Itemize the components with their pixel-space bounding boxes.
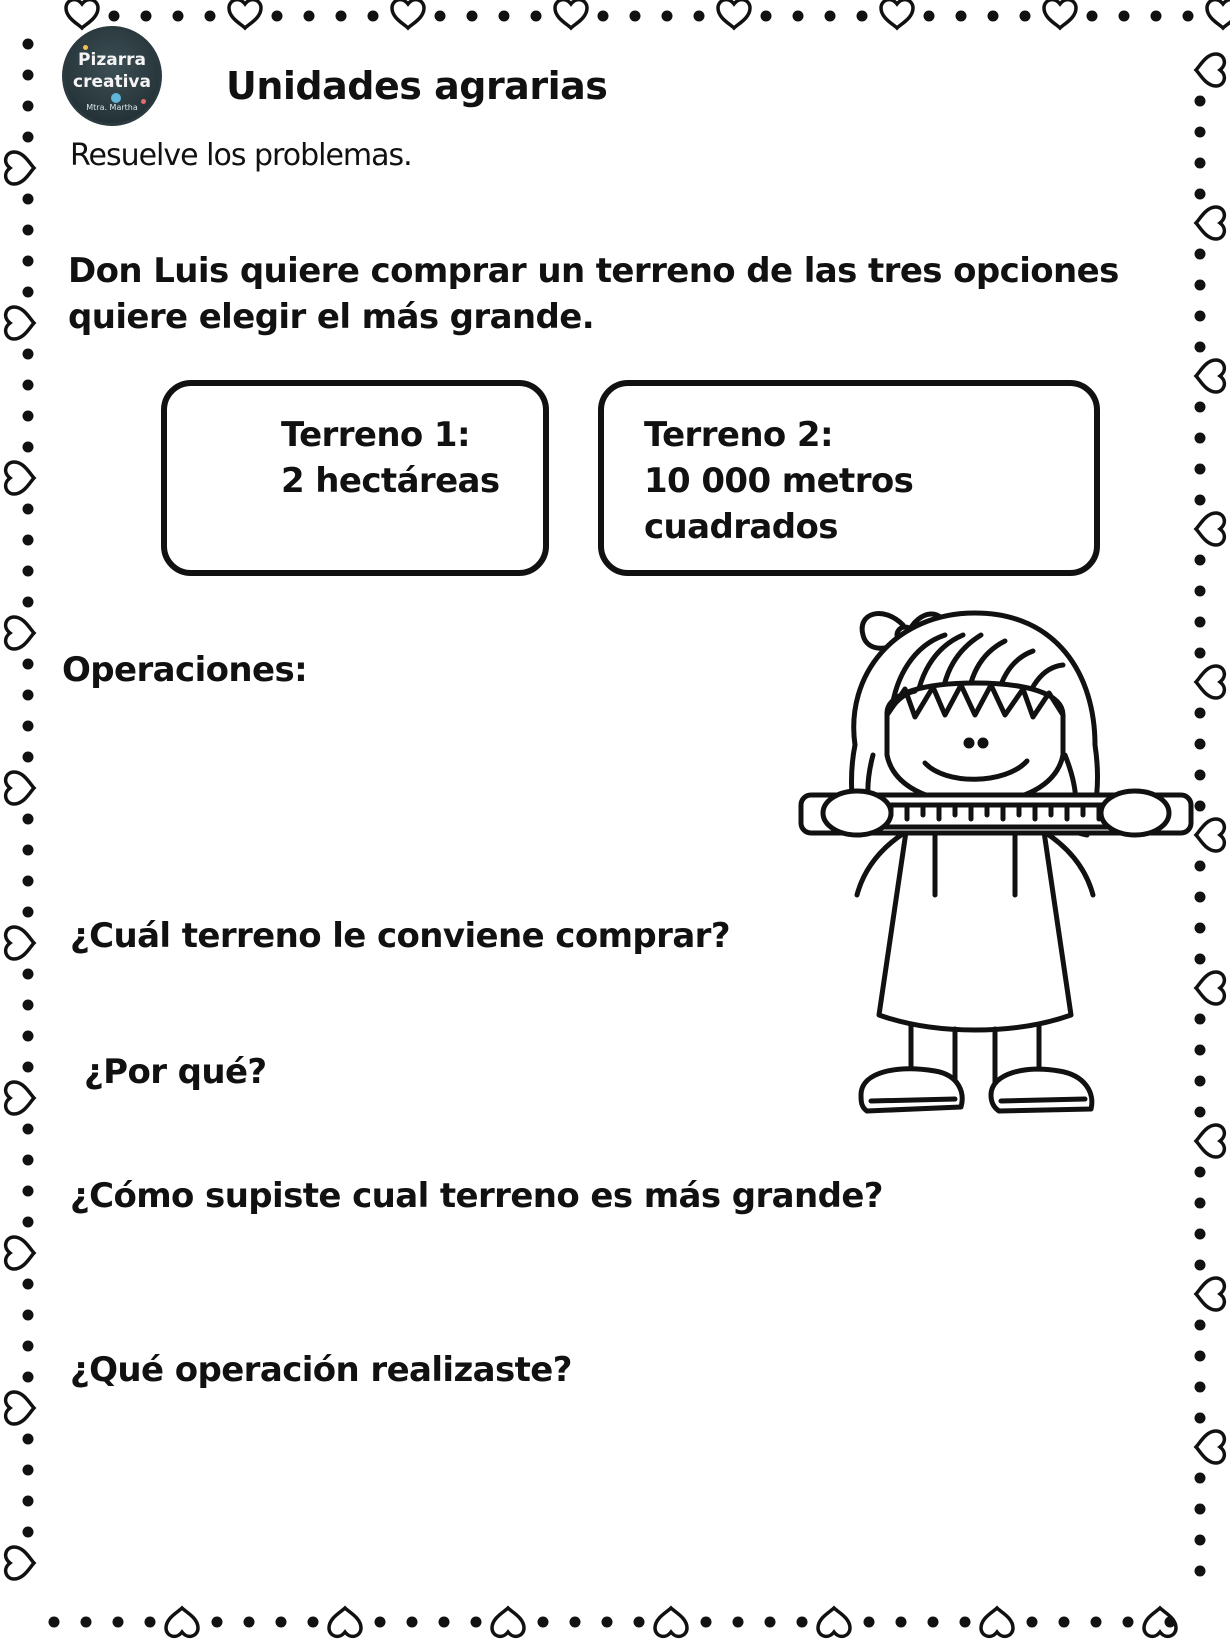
border-dot	[23, 504, 34, 515]
border-heart-icon	[555, 0, 587, 28]
border-heart-icon	[1196, 666, 1224, 698]
border-dot	[23, 1155, 34, 1166]
border-dot	[1195, 1535, 1206, 1546]
border-heart-icon	[6, 1237, 34, 1269]
border-dot	[23, 876, 34, 887]
border-dot	[499, 11, 510, 22]
border-dot	[467, 11, 478, 22]
border-heart-icon	[6, 1082, 34, 1114]
border-dot	[113, 1617, 124, 1628]
border-dot	[276, 1617, 287, 1628]
border-dot	[23, 969, 34, 980]
border-dot	[1195, 1473, 1206, 1484]
border-dot	[272, 11, 283, 22]
border-dot	[23, 597, 34, 608]
border-dot	[23, 442, 34, 453]
border-dot	[988, 11, 999, 22]
border-dot	[825, 11, 836, 22]
terreno-2-label: Terreno 2:	[644, 415, 833, 455]
border-dot	[49, 1617, 60, 1628]
border-dot	[634, 1617, 645, 1628]
border-dot	[1195, 1167, 1206, 1178]
border-heart-icon	[1044, 0, 1076, 28]
border-heart-icon	[66, 0, 98, 28]
border-dot	[793, 11, 804, 22]
globe-icon	[111, 93, 121, 103]
border-dot	[1195, 1320, 1206, 1331]
border-dot	[956, 11, 967, 22]
border-dot	[23, 721, 34, 732]
border-dot	[23, 845, 34, 856]
terreno-2-box	[598, 380, 1100, 576]
border-dot	[23, 907, 34, 918]
problem-statement: Don Luis quiere comprar un terreno de las tres opciones quiere elegir el más grande.	[68, 251, 1119, 337]
border-dot	[1195, 1198, 1206, 1209]
border-dot	[23, 1217, 34, 1228]
border-dot	[23, 1031, 34, 1042]
border-dot	[538, 1617, 549, 1628]
border-dot	[23, 349, 34, 360]
border-dot	[1195, 1566, 1206, 1577]
border-dot	[598, 11, 609, 22]
border-dot	[1195, 127, 1206, 138]
border-dot	[1091, 1617, 1102, 1628]
border-dot	[1195, 433, 1206, 444]
logo-line-3: Mtra. Martha	[86, 103, 138, 112]
border-dot	[23, 1186, 34, 1197]
border-heart-icon	[1207, 0, 1230, 28]
border-dot	[109, 11, 120, 22]
border-dot	[23, 70, 34, 81]
border-dot	[630, 11, 641, 22]
border-dot	[1195, 342, 1206, 353]
border-dot	[23, 1279, 34, 1290]
border-dot	[1195, 1229, 1206, 1240]
border-heart-icon	[6, 772, 34, 804]
border-dot	[960, 1617, 971, 1628]
border-heart-icon	[1196, 54, 1224, 86]
border-dot	[368, 11, 379, 22]
border-dot	[1195, 249, 1206, 260]
girl-holding-ruler-icon	[795, 595, 1200, 1150]
border-heart-icon	[6, 617, 34, 649]
border-heart-icon	[981, 1608, 1013, 1636]
border-dot	[173, 11, 184, 22]
border-dot	[435, 11, 446, 22]
border-dot	[23, 690, 34, 701]
border-dot	[212, 1617, 223, 1628]
border-dot	[1123, 1617, 1134, 1628]
border-dot	[81, 1617, 92, 1628]
border-heart-icon	[6, 462, 34, 494]
border-dot	[23, 1434, 34, 1445]
instruction-text: Resuelve los problemas.	[70, 138, 412, 173]
border-dot	[701, 1617, 712, 1628]
border-dot	[1195, 1504, 1206, 1515]
question-1: ¿Cuál terreno le conviene comprar?	[70, 916, 730, 956]
pizarra-creativa-logo	[62, 26, 162, 126]
border-dot	[141, 11, 152, 22]
border-dot	[602, 1617, 613, 1628]
border-dot	[896, 1617, 907, 1628]
terreno-1-value: 2 hectáreas	[281, 461, 500, 501]
border-heart-icon	[718, 0, 750, 28]
border-dot	[1195, 464, 1206, 475]
border-heart-icon	[166, 1608, 198, 1636]
border-heart-icon	[6, 927, 34, 959]
border-dot	[336, 11, 347, 22]
border-dot	[694, 11, 705, 22]
border-dot	[23, 411, 34, 422]
border-heart-icon	[1196, 819, 1224, 851]
border-dot	[733, 1617, 744, 1628]
border-dot	[23, 256, 34, 267]
border-heart-icon	[6, 1392, 34, 1424]
border-heart-icon	[1196, 1431, 1224, 1463]
border-dot	[23, 1124, 34, 1135]
border-dot	[471, 1617, 482, 1628]
border-heart-icon	[818, 1608, 850, 1636]
border-dot	[570, 1617, 581, 1628]
border-heart-icon	[1196, 360, 1224, 392]
border-dot	[797, 1617, 808, 1628]
border-dot	[1195, 158, 1206, 169]
border-dot	[1195, 96, 1206, 107]
border-dot	[23, 194, 34, 205]
border-dot	[205, 11, 216, 22]
border-heart-icon	[6, 1547, 34, 1579]
border-heart-icon	[1196, 1278, 1224, 1310]
border-dot	[23, 566, 34, 577]
border-dot	[1195, 1413, 1206, 1424]
border-heart-icon	[229, 0, 261, 28]
border-dot	[1195, 1382, 1206, 1393]
border-dot	[1087, 11, 1098, 22]
border-dot	[23, 101, 34, 112]
logo-line-2: creativa	[73, 72, 151, 92]
border-dot	[1059, 1617, 1070, 1628]
border-dot	[23, 814, 34, 825]
border-dot	[23, 1372, 34, 1383]
border-dot	[407, 1617, 418, 1628]
border-dot	[1183, 11, 1194, 22]
border-heart-icon	[655, 1608, 687, 1636]
border-dot	[23, 1000, 34, 1011]
border-dot	[864, 1617, 875, 1628]
border-heart-icon	[1196, 207, 1224, 239]
border-dot	[531, 11, 542, 22]
border-dot	[23, 380, 34, 391]
border-dot	[23, 1496, 34, 1507]
border-dot	[928, 1617, 939, 1628]
border-dot	[1027, 1617, 1038, 1628]
border-heart-icon	[392, 0, 424, 28]
border-dot	[304, 11, 315, 22]
border-dot	[439, 1617, 450, 1628]
border-dot	[1195, 1260, 1206, 1271]
border-dot	[23, 1341, 34, 1352]
border-dot	[765, 1617, 776, 1628]
question-4: ¿Qué operación realizaste?	[70, 1350, 572, 1390]
border-heart-icon	[6, 307, 34, 339]
border-dot	[375, 1617, 386, 1628]
border-dot	[1165, 1617, 1176, 1628]
border-dot	[23, 752, 34, 763]
border-heart-icon	[492, 1608, 524, 1636]
operaciones-label: Operaciones:	[62, 650, 308, 690]
page-title: Unidades agrarias	[226, 64, 608, 108]
border-dot	[1195, 1351, 1206, 1362]
border-dot	[23, 1465, 34, 1476]
border-dot	[1195, 280, 1206, 291]
border-dot	[1195, 495, 1206, 506]
terreno-2-value: 10 000 metros cuadrados	[644, 461, 914, 547]
border-heart-icon	[881, 0, 913, 28]
border-dot	[857, 11, 868, 22]
border-heart-icon	[1196, 1125, 1224, 1157]
border-dot	[23, 287, 34, 298]
border-dot	[23, 132, 34, 143]
border-dot	[1020, 11, 1031, 22]
border-dot	[23, 1527, 34, 1538]
border-dot	[1195, 189, 1206, 200]
border-dot	[23, 225, 34, 236]
border-dot	[1151, 11, 1162, 22]
border-dot	[1195, 311, 1206, 322]
border-heart-icon	[329, 1608, 361, 1636]
logo-line-1: Pizarra	[78, 50, 146, 70]
question-2: ¿Por qué?	[84, 1052, 267, 1092]
border-dot	[23, 1062, 34, 1073]
terreno-1-box	[161, 380, 549, 576]
border-dot	[308, 1617, 319, 1628]
border-dot	[145, 1617, 156, 1628]
border-heart-icon	[1196, 513, 1224, 545]
border-dot	[23, 659, 34, 670]
border-dot	[1195, 555, 1206, 566]
question-3: ¿Cómo supiste cual terreno es más grande?	[70, 1176, 883, 1216]
border-dot	[924, 11, 935, 22]
border-dot	[244, 1617, 255, 1628]
border-heart-icon	[1196, 972, 1224, 1004]
border-dot	[1195, 402, 1206, 413]
border-dot	[23, 535, 34, 546]
border-heart-icon	[6, 152, 34, 184]
border-dot	[23, 1310, 34, 1321]
terreno-1-label: Terreno 1:	[281, 415, 470, 455]
border-dot	[23, 39, 34, 50]
border-dot	[1119, 11, 1130, 22]
border-dot	[761, 11, 772, 22]
border-dot	[662, 11, 673, 22]
